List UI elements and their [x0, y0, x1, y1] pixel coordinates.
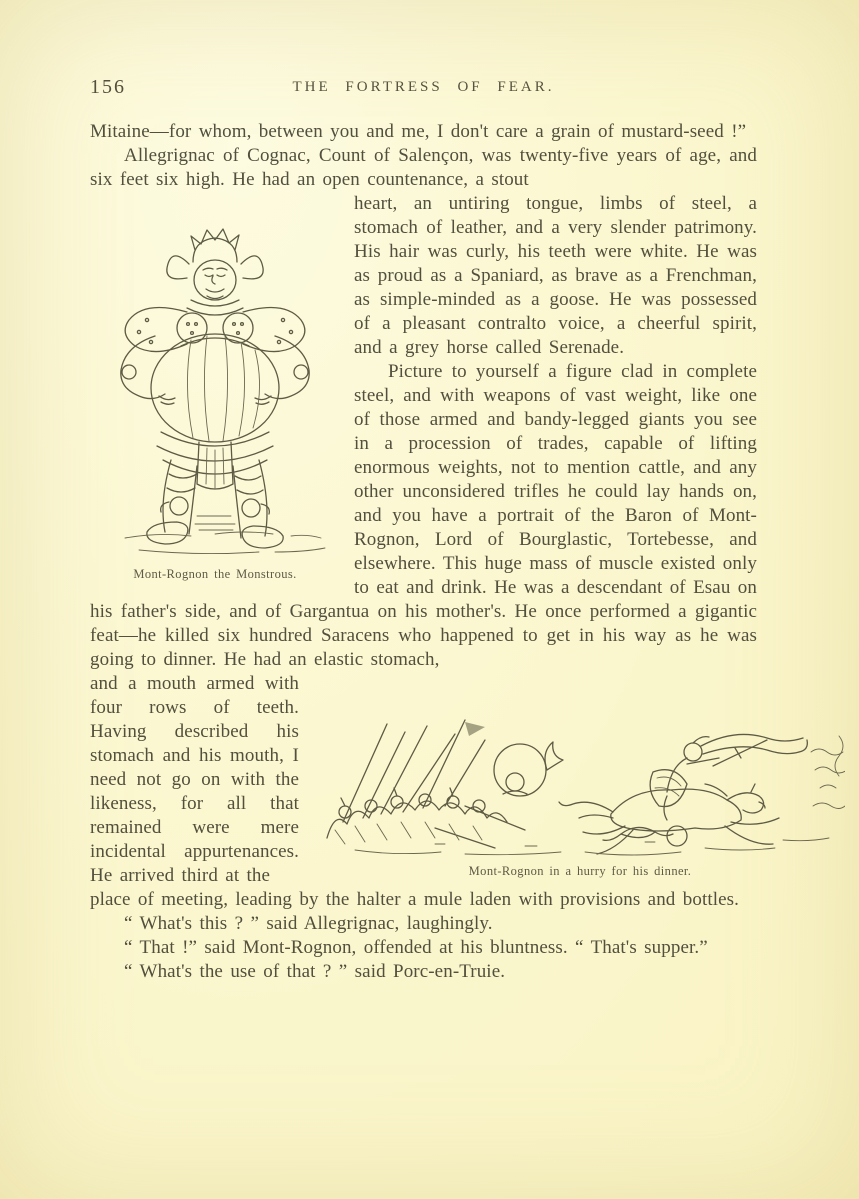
page-number: 156 — [90, 76, 126, 98]
battle-figure — [315, 710, 845, 879]
paragraph: place of meeting, leading by the halter a mule laden with provisions and bottles. — [90, 889, 739, 910]
paragraph-continuation: Mitaine—for whom, between you and me, I don't care a grain of mustard-seed !” — [90, 121, 747, 142]
dialogue-section — [90, 912, 757, 984]
dialogue-line: “ What's this ? ” said Allegrignac, laughingly. — [124, 913, 493, 934]
knight-caption: Mont-Rognon the Monstrous. — [133, 567, 297, 581]
page-header — [90, 76, 757, 102]
dialogue-line: “ That !” said Mont-Rognon, offended at his bluntness. “ That's supper.” — [124, 937, 708, 958]
paragraph: heart, an untiring tongue, limbs of steel, a stomach of leather, and a very slender patrimony. His hair was curly, his teeth were white. He was as proud as a Spaniard, as brave as a Frenchman, as simple-minded as a goose. He was possessed of a pleasant contralto voice, a cheerful spirit, and a grey horse called Serenade. — [354, 193, 757, 358]
battle-illustration — [315, 710, 845, 858]
page-content — [90, 76, 757, 984]
section-battle — [90, 672, 757, 912]
knight-figure — [90, 216, 340, 582]
body-text — [90, 120, 757, 984]
paragraph: Picture to yourself a figure clad in complete steel, and with weapons of vast weight, like one of those armed and bandy-legged giants you see in a procession of trades, capable of lifting enormous weights, not to mention cattle, and any other unconsidered trifles he could lay hands on, and you have a portrait of the Baron of Mont-Rognon, Lord of Bourglastic, Tortebesse, and elsewhere. This huge mass of muscle existed only to eat and drink. He was a descendant of Esau on his father's side, and of Gargantua on his mother's. He once performed a gigantic feat—he killed six hundred Saracens who happened to get in his way as he was going to dinner. He had an elastic stomach, — [90, 361, 757, 670]
dialogue-line: “ What's the use of that ? ” said Porc-en-Truie. — [124, 961, 506, 982]
paragraph: and a mouth armed with four rows of teeth. Having described his stomach and his mouth, I need not go on with the likeness, for all that remained were mere incidental appurtenances. He arrived third at the — [90, 673, 299, 886]
paragraph-lead: Allegrignac of Cognac, Count of Salençon, was twenty-five years of age, and six feet six high. He had an open countenance, a stout — [90, 145, 757, 190]
running-title: THE FORTRESS OF FEAR. — [292, 79, 555, 95]
knight-illustration — [95, 216, 335, 561]
section-knight — [90, 192, 757, 672]
battle-caption: Mont-Rognon in a hurry for his dinner. — [468, 864, 692, 878]
